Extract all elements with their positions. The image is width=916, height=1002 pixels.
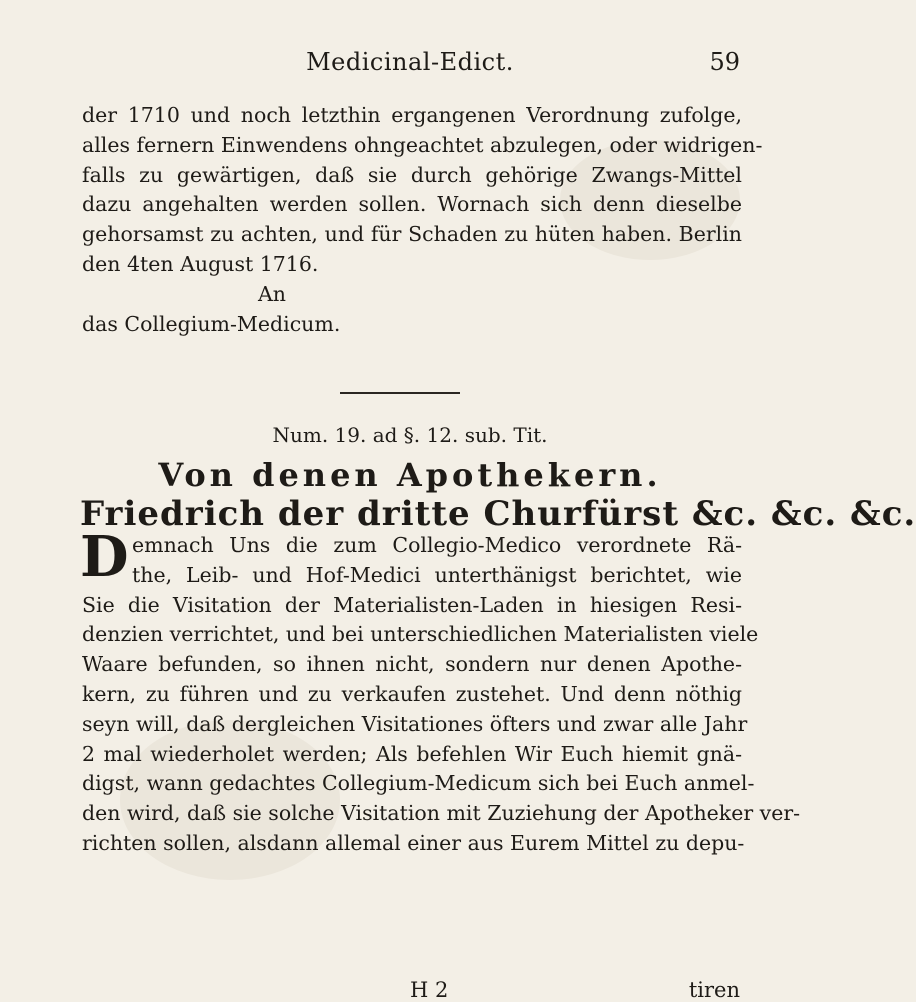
address-an: An bbox=[258, 281, 287, 306]
signature-mark: H 2 bbox=[410, 978, 449, 1002]
number-reference: Num. 19. ad §. 12. sub. Tit. bbox=[272, 423, 548, 447]
paragraph-edict-body bbox=[80, 524, 801, 859]
catchword: tiren bbox=[688, 978, 740, 1002]
text-line: richten sollen, alsdann allemal einer aus Eurem Mittel zu depu- bbox=[82, 830, 745, 855]
text-line: gehorsamst zu achten, und für Schaden zu hüten haben. Berlin bbox=[82, 222, 742, 247]
text-line: Sie die Visitation der Materialisten-Laden in hiesigen Resi- bbox=[82, 592, 742, 617]
section-title: Von denen Apothekern. bbox=[158, 456, 662, 494]
text-line: den wird, daß sie solche Visitation mit Zuziehung der Apotheker ver- bbox=[82, 801, 801, 826]
text-line: emnach Uns die zum Collegio-Medico verordnete Rä- bbox=[132, 533, 742, 557]
paragraph-edict-end bbox=[82, 101, 763, 339]
running-head: Medicinal-Edict. bbox=[306, 48, 514, 76]
text-line: alles fernern Einwendens ohngeachtet abzulegen, oder widrigen- bbox=[82, 132, 763, 157]
page-footer bbox=[80, 978, 740, 1002]
text-line: kern, zu führen und zu verkaufen zustehet. Und denn nöthig bbox=[82, 681, 742, 706]
page-header bbox=[80, 48, 740, 88]
text-line: seyn will, daß dergleichen Visitationes öfters und zwar alle Jahr bbox=[82, 711, 748, 736]
text-line: Waare befunden, so ihnen nicht, sondern nur denen Apothe- bbox=[82, 652, 742, 677]
text-line: der 1710 und noch letzthin ergangenen Verordnung zufolge, bbox=[82, 103, 742, 127]
page-number: 59 bbox=[709, 48, 740, 76]
text-line: den 4ten August 1716. bbox=[82, 251, 319, 276]
text-line: digst, wann gedachtes Collegium-Medicum sich bei Euch anmel- bbox=[82, 771, 755, 796]
text-line: denzien verrichtet, und bei unterschiedlichen Materialisten viele bbox=[82, 622, 759, 647]
section-divider bbox=[340, 392, 460, 394]
address-line: das Collegium-Medicum. bbox=[82, 311, 341, 336]
sovereign-heading: Friedrich der dritte Churfürst &c. &c. &c. bbox=[80, 494, 916, 534]
text-line: 2 mal wiederholet werden; Als befehlen Wir Euch hiemit gnä- bbox=[82, 741, 742, 766]
text-line: dazu angehalten werden sollen. Wornach sich denn dieselbe bbox=[82, 192, 742, 217]
text-line: the, Leib- und Hof-Medici unterthänigst berichtet, wie bbox=[132, 562, 742, 587]
drop-cap: D bbox=[80, 524, 129, 590]
text-line: falls zu gewärtigen, daß sie durch gehörige Zwangs-Mittel bbox=[82, 162, 742, 187]
